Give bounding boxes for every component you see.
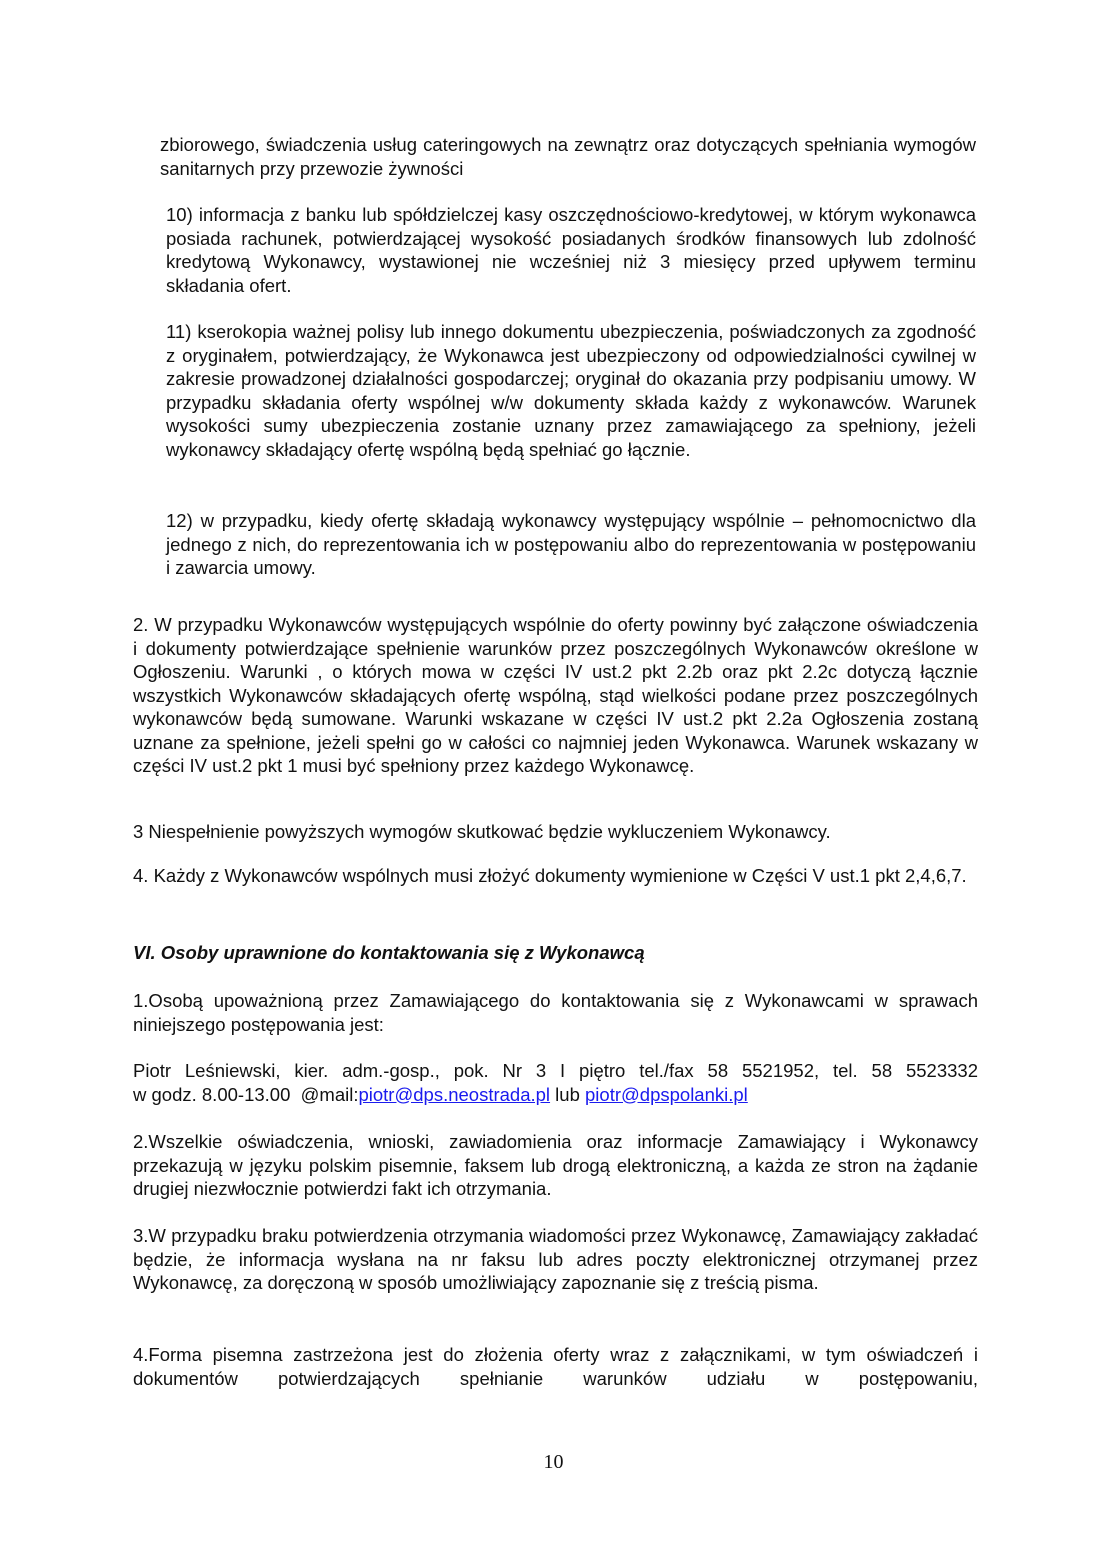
section-v-point-3: 3 Niespełnienie powyższych wymogów skutkować będzie wykluczeniem Wykonawcy. — [133, 821, 831, 842]
contact-hours: w godz. 8.00-13.00 @mail: — [133, 1083, 359, 1105]
section-vi-point-4: 4.Forma pisemna zastrzeżona jest do złożenia oferty wraz z załącznikami, w tym oświadczeń i dokumentów potwierdzających spełnianie warunków udziału w postępowaniu, — [133, 1344, 978, 1389]
contact-block — [133, 1059, 978, 1106]
list-item-12: 12) w przypadku, kiedy ofertę składają wykonawcy występujący wspólnie – pełnomocnictwo dla jednego z nich, do reprezentowania ich w postępowaniu albo do reprezentowania w postępowaniu i zawarcia umowy. — [166, 510, 976, 578]
section-vi-point-3: 3.W przypadku braku potwierdzenia otrzymania wiadomości przez Wykonawcę, Zamawiający zakładać będzie, że informacja wysłana na nr faksu lub adres poczty elektronicznej otrzymanej przez Wykonawcę, za doręczoną w sposób umożliwiający zapoznanie się z treścią pisma. — [133, 1225, 978, 1293]
email-link-1[interactable]: piotr@dps.neostrada.pl — [358, 1083, 551, 1105]
section-vi-point-1: 1.Osobą upoważnioną przez Zamawiającego do kontaktowania się z Wykonawcami w sprawach niniejszego postępowania jest: — [133, 990, 978, 1035]
section-vi-point-2: 2.Wszelkie oświadczenia, wnioski, zawiadomienia oraz informacje Zamawiający i Wykonawcy przekazują w języku polskim pisemnie, faksem lub drogą elektroniczną, a każda ze stron na żądanie drugiej niezwłocznie potwierdzi fakt ich otrzymania. — [133, 1131, 978, 1199]
contact-or: lub — [550, 1083, 586, 1105]
list-item-11: 11) kserokopia ważnej polisy lub innego dokumentu ubezpieczenia, poświadczonych za zgodność z oryginałem, potwierdzający, że Wykonawca jest ubezpieczony od odpowiedzialności cywilnej w zakresie prowadzonej działalności gospodarczej; oryginał do okazania przy podpisaniu umowy. W przypadku składania oferty wspólnej w/w dokumenty składa każdy z wykonawców. Warunek wysokości sumy ubezpieczenia zostanie uznany przez zamawiającego za spełniony, jeżeli wykonawcy składający ofertę wspólną będą spełniać go łącznie. — [166, 321, 976, 460]
email-link-2[interactable]: piotr@dpspolanki.pl — [585, 1083, 748, 1105]
page-number: 10 — [543, 1451, 564, 1473]
section-v-point-2: 2. W przypadku Wykonawców występujących wspólnie do oferty powinny być załączone oświadczenia i dokumenty potwierdzające spełnienie warunków przez poszczególnych Wykonawców określone w Ogłoszeniu. Warunki , o których mowa w części IV ust.2 pkt 2.2b oraz pkt 2.2c dotyczą łącznie wszystkich Wykonawców składających ofertę wspólną, stąd wielkości podane przez poszczególnych wykonawców będą sumowane. Warunki wskazane w części IV ust.2 pkt 2.2a Ogłoszenia zostaną uznane za spełnione, jeżeli spełni go w całości co najmniej jeden Wykonawca. Warunek wskazany w części IV ust.2 pkt 1 musi być spełniony przez każdego Wykonawcę. — [133, 614, 978, 776]
contact-line-1: Piotr Leśniewski, kier. adm.-gosp., pok. Nr 3 I piętro tel./fax 58 5521952, tel. 58 5523332 — [133, 1060, 978, 1081]
section-v-point-4: 4. Każdy z Wykonawców wspólnych musi złożyć dokumenty wymienione w Części V ust.1 pkt 2,4,6,7. — [133, 865, 967, 886]
list-item-10: 10) informacja z banku lub spółdzielczej kasy oszczędnościowo-kredytowej, w którym wykonawca posiada rachunek, potwierdzającej wysokość posiadanych środków finansowych lub zdolność kredytową Wykonawcy, wystawionej nie wcześniej niż 3 miesięcy przed upływem terminu składania ofert. — [166, 204, 976, 296]
continuation-paragraph: zbiorowego, świadczenia usług cateringowych na zewnątrz oraz dotyczących spełniania wymogów sanitarnych przy przewozie żywności — [160, 134, 976, 179]
section-vi-heading: VI. Osoby uprawnione do kontaktowania się z Wykonawcą — [133, 942, 645, 963]
contact-line-2 — [133, 1083, 978, 1107]
